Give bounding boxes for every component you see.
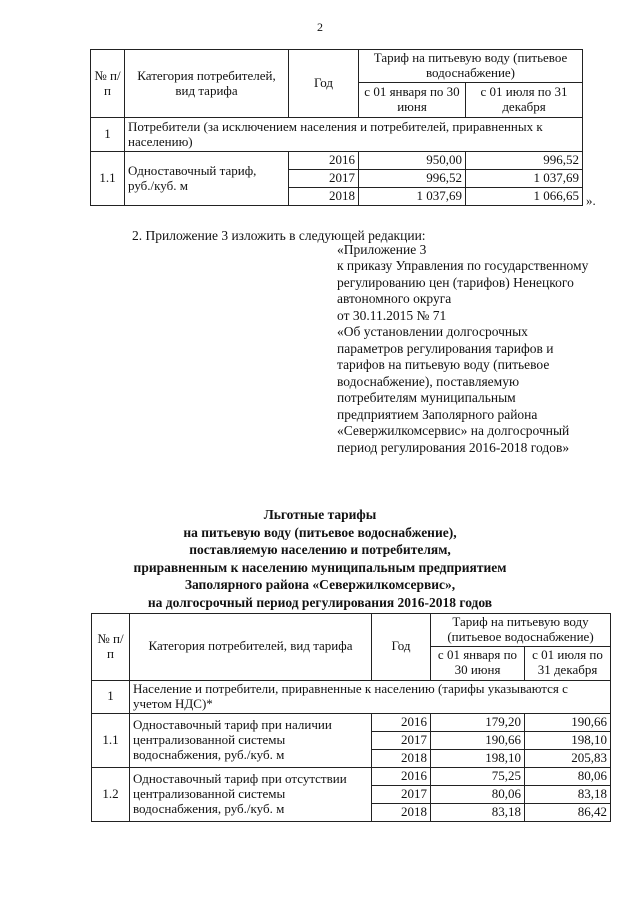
appendix-line: «Об установлении долгосрочных параметров регулирования тарифов и тарифов на питьевую воду (питьевое водоснабжение), поставляемую потребителям муниципальным предприятием Заполярного района «Севержилкомсервис» на долгосрочный период регулирования 2016-2018 годов» (337, 324, 570, 455)
title-line: на долгосрочный период регулирования 2016-2018 годов (147, 594, 493, 610)
header-period-second-half: с 01 июля по 31 декабря (525, 646, 611, 680)
tariff-h2-cell: 190,66 (525, 713, 611, 731)
group-category: Одноставочный тариф, руб./куб. м (125, 152, 289, 206)
header-num: № п/п (92, 614, 130, 681)
tariff-h1-cell: 198,10 (431, 749, 525, 767)
tariff-h2-cell: 1 037,69 (466, 170, 583, 188)
title-line: поставляемую населению и потребителям, (189, 542, 451, 558)
header-year: Год (372, 614, 431, 681)
tariff-h1-cell: 190,66 (431, 731, 525, 749)
appendix-line: «Приложение 3 (337, 242, 427, 257)
year-cell: 2017 (372, 731, 431, 749)
header-tariff: Тариф на питьевую воду (питьевое водоснабжение) (431, 614, 611, 647)
group-num: 1.2 (92, 767, 130, 821)
section-num: 1 (91, 118, 125, 152)
title-line: приравненным к населению муниципальным предприятием (133, 559, 507, 575)
tariff-h1-cell: 75,25 (431, 767, 525, 785)
group-category: Одноставочный тариф при отсутствии централизованной системы водоснабжения, руб./куб. м (130, 767, 372, 821)
tariff-h2-cell: 1 066,65 (466, 188, 583, 206)
document-title (60, 506, 580, 611)
appendix-line: от 30.11.2015 № 71 (337, 307, 447, 323)
title-line: Льготные тарифы (263, 507, 377, 522)
year-cell: 2016 (372, 713, 431, 731)
section-title: Потребители (за исключением населения и потребителей, приравненных к населению) (125, 118, 583, 152)
tariff-h2-cell: 205,83 (525, 749, 611, 767)
closing-quote-mark: ». (586, 193, 596, 208)
header-category: Категория потребителей, вид тарифа (125, 50, 289, 118)
tariff-h1-cell: 950,00 (359, 152, 466, 170)
year-cell: 2017 (289, 170, 359, 188)
tariff-h2-cell: 198,10 (525, 731, 611, 749)
group-num: 1.1 (91, 152, 125, 206)
header-period-second-half: с 01 июля по 31 декабря (466, 83, 583, 118)
tariff-h2-cell: 996,52 (466, 152, 583, 170)
title-line: Заполярного района «Севержилкомсервис», (184, 577, 456, 593)
section-num: 1 (92, 680, 130, 713)
tariff-h2-cell: 80,06 (525, 767, 611, 785)
header-category: Категория потребителей, вид тарифа (130, 614, 372, 681)
year-cell: 2016 (372, 767, 431, 785)
tariff-table-consumers (90, 49, 583, 206)
tariff-h2-cell: 86,42 (525, 803, 611, 821)
header-period-first-half: с 01 января по 30 июня (359, 83, 466, 118)
page-number: 2 (317, 20, 323, 34)
title-line: на питьевую воду (питьевое водоснабжение), (183, 524, 457, 540)
year-cell: 2018 (372, 803, 431, 821)
header-year: Год (289, 50, 359, 118)
tariff-h1-cell: 1 037,69 (359, 188, 466, 206)
appendix-heading (337, 242, 597, 456)
year-cell: 2017 (372, 785, 431, 803)
tariff-h2-cell: 83,18 (525, 785, 611, 803)
group-num: 1.1 (92, 713, 130, 767)
header-num: № п/п (91, 50, 125, 118)
tariff-h1-cell: 179,20 (431, 713, 525, 731)
appendix-line: к приказу Управления по государственному регулированию цен (тарифов) Ненецкого автономного округа (337, 258, 589, 307)
header-tariff: Тариф на питьевую воду (питьевое водоснабжение) (359, 50, 583, 83)
header-period-first-half: с 01 января по 30 июня (431, 646, 525, 680)
tariff-h1-cell: 83,18 (431, 803, 525, 821)
year-cell: 2018 (289, 188, 359, 206)
tariff-table-population (91, 613, 611, 822)
group-category: Одноставочный тариф при наличии централизованной системы водоснабжения, руб./куб. м (130, 713, 372, 767)
amendment-text: 2. Приложение 3 изложить в следующей редакции: (132, 228, 426, 243)
year-cell: 2016 (289, 152, 359, 170)
section-title: Население и потребители, приравненные к населению (тарифы указываются с учетом НДС)* (130, 680, 611, 713)
tariff-h1-cell: 996,52 (359, 170, 466, 188)
tariff-h1-cell: 80,06 (431, 785, 525, 803)
year-cell: 2018 (372, 749, 431, 767)
